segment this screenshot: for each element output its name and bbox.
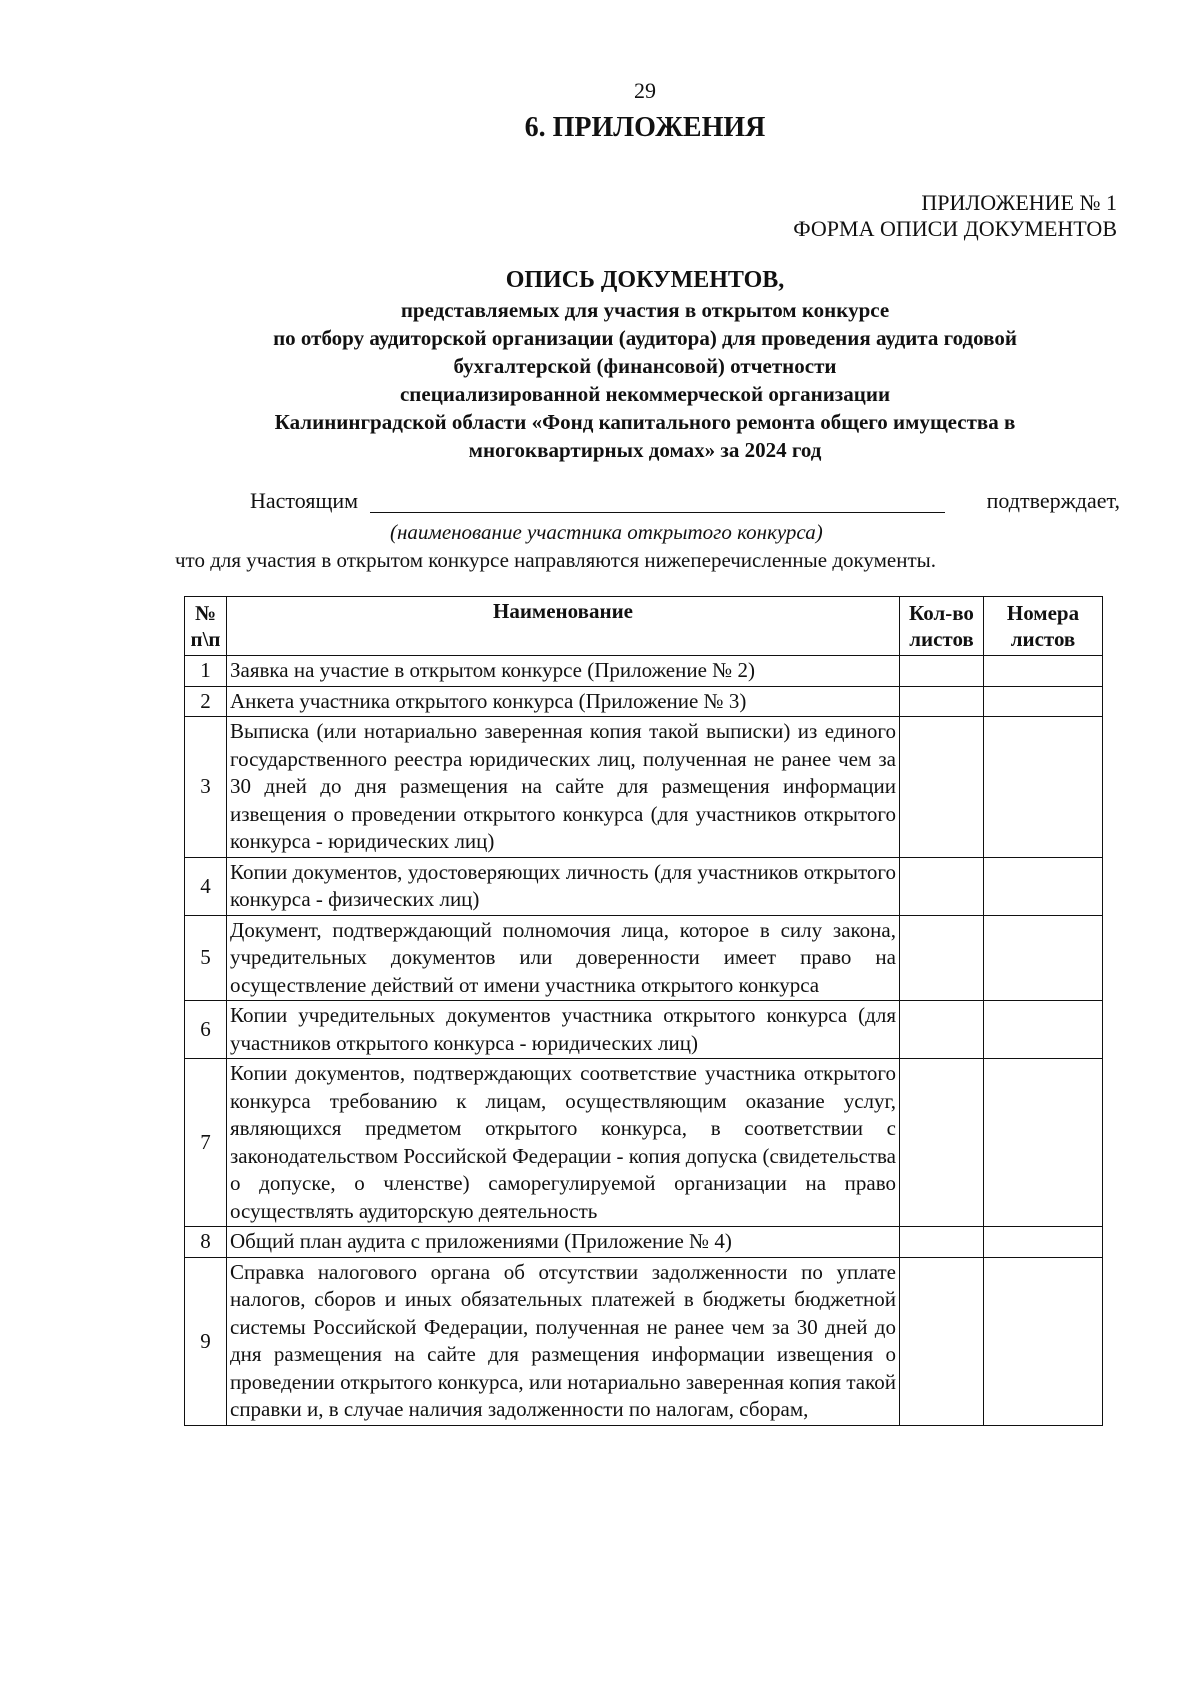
row-number: 6	[185, 1001, 227, 1059]
table-row	[185, 915, 1103, 1001]
document-title-line: представляемых для участия в открытом конкурсе	[400, 298, 890, 322]
document-title-line: бухгалтерской (финансовой) отчетности	[453, 354, 837, 378]
row-sheet-numbers-cell[interactable]	[984, 1059, 1103, 1227]
header-pages: Номера листов	[984, 597, 1103, 656]
row-document-name: Анкета участника открытого конкурса (Приложение № 3)	[227, 686, 900, 717]
row-document-name: Выписка (или нотариально заверенная копия такой выписки) из единого государственного реестра юридических лиц, полученная не ранее чем за 30 дней до дня размещения на сайте для размещения информации извещения о проведении открытого конкурса (для участников открытого конкурса - юридических лиц)	[227, 717, 900, 858]
header-count: Кол-во листов	[900, 597, 984, 656]
row-number: 7	[185, 1059, 227, 1227]
intro-text: что для участия в открытом конкурсе направляются нижеперечисленные документы.	[175, 548, 937, 572]
row-number: 8	[185, 1227, 227, 1258]
confirmation-lead: Настоящим	[250, 488, 359, 513]
row-document-name: Справка налогового органа об отсутствии задолженности по уплате налогов, сборов и иных обязательных платежей в бюджеты бюджетной системы Российской Федерации, полученная не ранее чем за 30 дней до дня размещения на сайте для размещения информации извещения о проведении открытого конкурса, или нотариально заверенная копия такой справки и, в случае наличия задолженности по налогам, сборам,	[227, 1257, 900, 1425]
row-sheet-count-cell[interactable]	[900, 656, 984, 687]
row-sheet-count-cell[interactable]	[900, 1059, 984, 1227]
row-number: 3	[185, 717, 227, 858]
row-sheet-numbers-cell[interactable]	[984, 717, 1103, 858]
row-sheet-numbers-cell[interactable]	[984, 1227, 1103, 1258]
documents-table	[184, 596, 1103, 1426]
appendix-number: ПРИЛОЖЕНИЕ № 1	[921, 190, 1117, 215]
document-title-line: специализированной некоммерческой организации	[399, 382, 891, 406]
section-title: 6. ПРИЛОЖЕНИЯ	[524, 112, 766, 143]
row-document-name: Копии учредительных документов участника открытого конкурса (для участников открытого конкурса - юридических лиц)	[227, 1001, 900, 1059]
table-row	[185, 656, 1103, 687]
row-sheet-count-cell[interactable]	[900, 1001, 984, 1059]
row-document-name: Общий план аудита с приложениями (Приложение № 4)	[227, 1227, 900, 1258]
row-number: 4	[185, 857, 227, 915]
row-document-name: Заявка на участие в открытом конкурсе (Приложение № 2)	[227, 656, 900, 687]
table-header-row	[185, 597, 1103, 656]
table-row	[185, 686, 1103, 717]
table-row	[185, 1059, 1103, 1227]
row-document-name: Документ, подтверждающий полномочия лица, которое в силу закона, учредительных документов или доверенности имеет право на осуществление действий от имени участника открытого конкурса	[227, 915, 900, 1001]
document-title-line: по отбору аудиторской организации (аудитора) для проведения аудита годовой	[273, 326, 1017, 350]
appendix-form-name: ФОРМА ОПИСИ ДОКУМЕНТОВ	[793, 216, 1117, 241]
row-sheet-count-cell[interactable]	[900, 717, 984, 858]
table-row	[185, 1001, 1103, 1059]
participant-name-caption: (наименование участника открытого конкурса)	[390, 520, 823, 544]
row-sheet-numbers-cell[interactable]	[984, 656, 1103, 687]
confirmation-tail: подтверждает,	[986, 488, 1120, 513]
document-title-line: Калининградской области «Фонд капитального ремонта общего имущества в	[274, 410, 1016, 434]
row-sheet-numbers-cell[interactable]	[984, 857, 1103, 915]
header-num: № п\п	[185, 597, 227, 656]
document-title-line: многоквартирных домах» за 2024 год	[468, 438, 822, 462]
row-document-name: Копии документов, удостоверяющих личность (для участников открытого конкурса - физических лиц)	[227, 857, 900, 915]
header-name: Наименование	[227, 597, 900, 656]
document-title-main: ОПИСЬ ДОКУМЕНТОВ,	[505, 267, 785, 293]
row-sheet-count-cell[interactable]	[900, 915, 984, 1001]
row-number: 5	[185, 915, 227, 1001]
table-row	[185, 717, 1103, 858]
row-number: 9	[185, 1257, 227, 1425]
document-title	[0, 264, 1200, 464]
row-sheet-count-cell[interactable]	[900, 1257, 984, 1425]
appendix-label	[793, 190, 1117, 242]
row-sheet-numbers-cell[interactable]	[984, 915, 1103, 1001]
row-document-name: Копии документов, подтверждающих соответствие участника открытого конкурса требованию к лицам, осуществляющим оказание услуг, являющихся предметом открытого конкурса, в соответствии с законодательством Российской Федерации - копия допуска (свидетельства о допуске, о членстве) саморегулируемой организации на право осуществлять аудиторскую деятельность	[227, 1059, 900, 1227]
table-row	[185, 1257, 1103, 1425]
row-sheet-count-cell[interactable]	[900, 1227, 984, 1258]
row-sheet-count-cell[interactable]	[900, 857, 984, 915]
row-sheet-numbers-cell[interactable]	[984, 686, 1103, 717]
table-row	[185, 857, 1103, 915]
row-number: 1	[185, 656, 227, 687]
row-sheet-numbers-cell[interactable]	[984, 1257, 1103, 1425]
confirmation-line	[250, 488, 1120, 516]
row-sheet-count-cell[interactable]	[900, 686, 984, 717]
page-number: 29	[634, 78, 656, 103]
table-row	[185, 1227, 1103, 1258]
row-number: 2	[185, 686, 227, 717]
row-sheet-numbers-cell[interactable]	[984, 1001, 1103, 1059]
participant-name-blank[interactable]	[370, 512, 945, 513]
